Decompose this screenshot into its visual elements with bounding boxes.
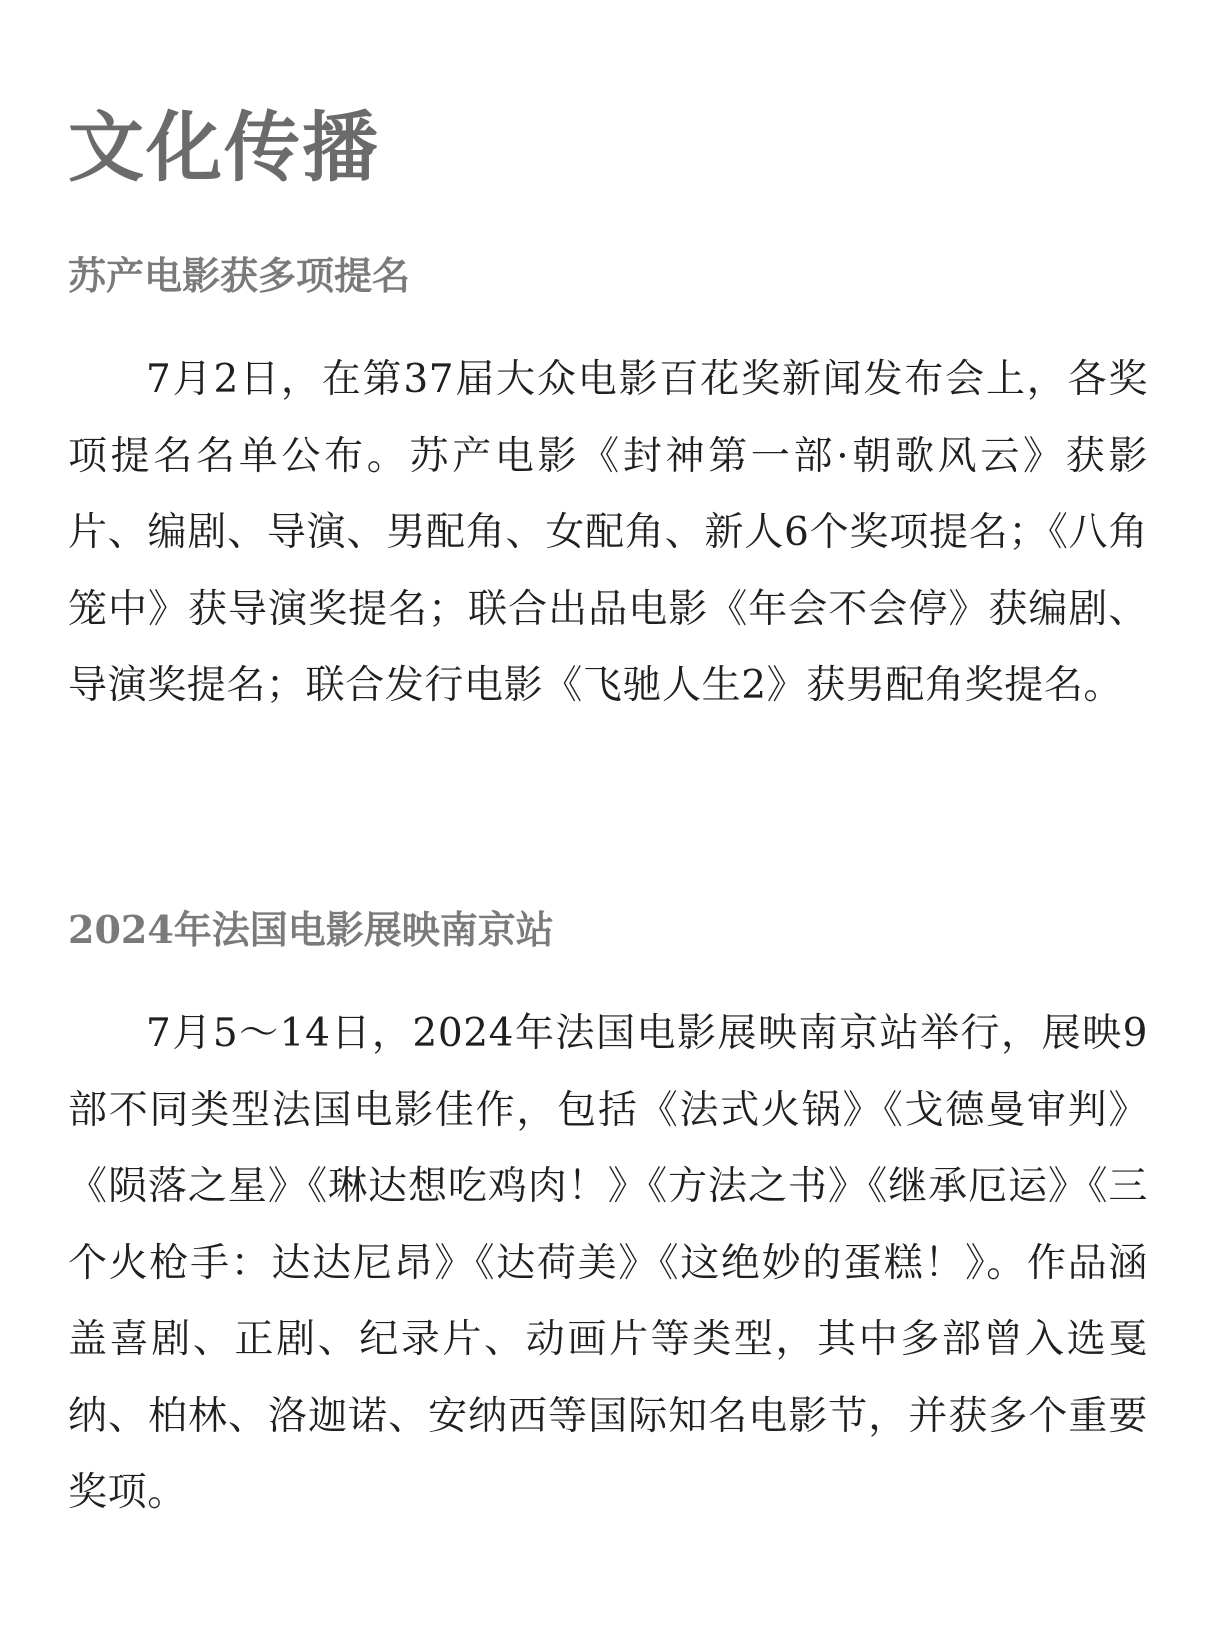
article-film-nominations: [68, 244, 1148, 725]
article-body: 7月2日，在第37届大众电影百花奖新闻发布会上，各奖项提名名单公布。苏产电影《封神第一部·朝歌风云》获影片、编剧、导演、男配角、女配角、新人6个奖项提名；《八角笼中》获导演奖提名；联合出品电影《年会不会停》获编剧、导演奖提名；联合发行电影《飞驰人生2》获男配角奖提名。: [68, 357, 1148, 708]
article-headline: 2024年法国电影展映南京站: [68, 907, 554, 952]
article-french-film-festival: [68, 898, 1148, 1532]
article-body: 7月5～14日，2024年法国电影展映南京站举行，展映9部不同类型法国电影佳作，包括《法式火锅》《戈德曼审判》《陨落之星》《琳达想吃鸡肉！》《方法之书》《继承厄运》《三个火枪手：达达尼昂》《达荷美》《这绝妙的蛋糕！》。作品涵盖喜剧、正剧、纪录片、动画片等类型，其中多部曾入选戛纳、柏林、洛迦诺、安纳西等国际知名电影节，并获多个重要奖项。: [68, 1011, 1148, 1515]
article-headline: 苏产电影获多项提名: [68, 253, 411, 298]
section-title: 文化传播: [68, 103, 380, 192]
